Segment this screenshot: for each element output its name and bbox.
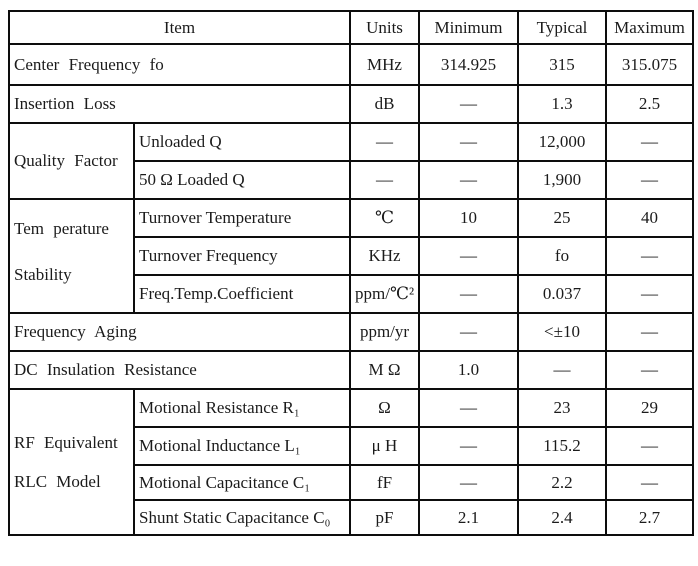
motional-resistance-max: 29 [606, 389, 693, 427]
center-frequency-typ: 315 [518, 44, 606, 85]
row-frequency-aging [9, 313, 693, 351]
row-center-frequency [9, 44, 693, 85]
header-typical: Typical [518, 11, 606, 44]
loaded-q-item: 50 Ω Loaded Q [134, 161, 350, 199]
quality-factor-group: Quality Factor [9, 123, 134, 199]
shunt-static-capacitance-item: Shunt Static Capacitance C₀ [134, 500, 350, 535]
dc-insulation-resistance-units: M Ω [350, 351, 419, 389]
shunt-static-capacitance-units: pF [350, 500, 419, 535]
motional-resistance-min: — [419, 389, 518, 427]
dc-insulation-resistance-item: DC Insulation Resistance [9, 351, 350, 389]
loaded-q-typ: 1,900 [518, 161, 606, 199]
row-motional-resistance [9, 389, 693, 427]
temperature-stability-group [9, 199, 134, 313]
motional-resistance-typ: 23 [518, 389, 606, 427]
row-insertion-loss [9, 85, 693, 123]
row-dc-insulation-resistance [9, 351, 693, 389]
freq-temp-coefficient-item: Freq.Temp.Coefficient [134, 275, 350, 313]
row-unloaded-q [9, 123, 693, 161]
rf-equivalent-line1: RF Equivalent [14, 433, 118, 452]
center-frequency-min: 314.925 [419, 44, 518, 85]
frequency-aging-min: — [419, 313, 518, 351]
unloaded-q-min: — [419, 123, 518, 161]
center-frequency-max: 315.075 [606, 44, 693, 85]
loaded-q-units: — [350, 161, 419, 199]
unloaded-q-max: — [606, 123, 693, 161]
motional-inductance-min: — [419, 427, 518, 465]
insertion-loss-max: 2.5 [606, 85, 693, 123]
turnover-frequency-item: Turnover Frequency [134, 237, 350, 275]
frequency-aging-units: ppm/yr [350, 313, 419, 351]
header-item: Item [9, 11, 350, 44]
unloaded-q-units: — [350, 123, 419, 161]
motional-capacitance-min: — [419, 465, 518, 500]
motional-inductance-max: — [606, 427, 693, 465]
dc-insulation-resistance-max: — [606, 351, 693, 389]
freq-temp-coefficient-typ: 0.037 [518, 275, 606, 313]
header-row [9, 11, 693, 44]
turnover-frequency-typ: fo [518, 237, 606, 275]
header-maximum: Maximum [606, 11, 693, 44]
freq-temp-coefficient-min: — [419, 275, 518, 313]
freq-temp-coefficient-units: ppm/℃² [350, 275, 419, 313]
turnover-frequency-units: KHz [350, 237, 419, 275]
spec-table [8, 10, 694, 536]
motional-resistance-units: Ω [350, 389, 419, 427]
turnover-frequency-min: — [419, 237, 518, 275]
header-minimum: Minimum [419, 11, 518, 44]
shunt-static-capacitance-typ: 2.4 [518, 500, 606, 535]
center-frequency-item: Center Frequency fo [9, 44, 350, 85]
row-turnover-temperature [9, 199, 693, 237]
frequency-aging-max: — [606, 313, 693, 351]
motional-inductance-item: Motional Inductance L₁ [134, 427, 350, 465]
turnover-temperature-min: 10 [419, 199, 518, 237]
freq-temp-coefficient-max: — [606, 275, 693, 313]
motional-inductance-typ: 115.2 [518, 427, 606, 465]
unloaded-q-item: Unloaded Q [134, 123, 350, 161]
dc-insulation-resistance-typ: — [518, 351, 606, 389]
insertion-loss-item: Insertion Loss [9, 85, 350, 123]
rf-equivalent-rlc-group [9, 389, 134, 535]
rf-equivalent-line2: RLC Model [14, 472, 101, 491]
temperature-stability-line1: Tem perature [14, 219, 109, 238]
motional-capacitance-max: — [606, 465, 693, 500]
frequency-aging-typ: <±10 [518, 313, 606, 351]
insertion-loss-min: — [419, 85, 518, 123]
turnover-temperature-item: Turnover Temperature [134, 199, 350, 237]
frequency-aging-item: Frequency Aging [9, 313, 350, 351]
turnover-temperature-units: ℃ [350, 199, 419, 237]
motional-inductance-units: μ H [350, 427, 419, 465]
temperature-stability-line2: Stability [14, 265, 72, 284]
motional-capacitance-typ: 2.2 [518, 465, 606, 500]
header-units: Units [350, 11, 419, 44]
shunt-static-capacitance-max: 2.7 [606, 500, 693, 535]
motional-resistance-item: Motional Resistance R₁ [134, 389, 350, 427]
turnover-temperature-max: 40 [606, 199, 693, 237]
loaded-q-min: — [419, 161, 518, 199]
shunt-static-capacitance-min: 2.1 [419, 500, 518, 535]
insertion-loss-typ: 1.3 [518, 85, 606, 123]
motional-capacitance-units: fF [350, 465, 419, 500]
unloaded-q-typ: 12,000 [518, 123, 606, 161]
turnover-frequency-max: — [606, 237, 693, 275]
center-frequency-units: MHz [350, 44, 419, 85]
motional-capacitance-item: Motional Capacitance C₁ [134, 465, 350, 500]
turnover-temperature-typ: 25 [518, 199, 606, 237]
insertion-loss-units: dB [350, 85, 419, 123]
dc-insulation-resistance-min: 1.0 [419, 351, 518, 389]
loaded-q-max: — [606, 161, 693, 199]
